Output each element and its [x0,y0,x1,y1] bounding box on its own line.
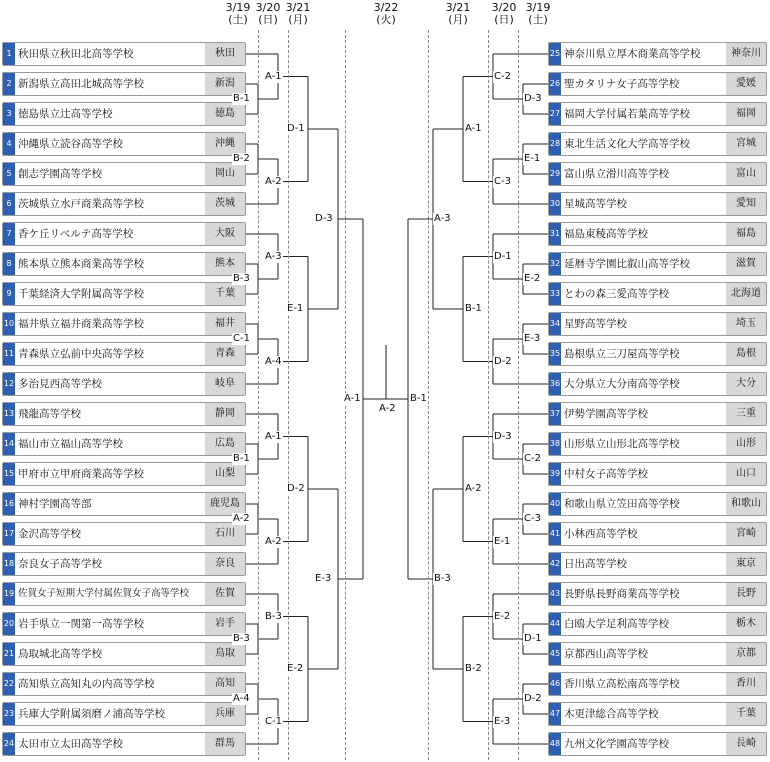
match-label: D-3 [524,93,542,104]
seed-number: 41 [549,523,561,545]
seed-number: 21 [3,643,15,665]
match-label: D-3 [315,213,333,224]
school-name: 熊本県立熊本商業高等学校 [18,258,144,270]
school-name: 徳島県立辻高等学校 [18,108,113,120]
seed-number: 13 [3,403,15,425]
seed-number: 29 [549,163,561,185]
match-label: A-1 [465,123,482,134]
prefecture: 群馬 [205,733,245,755]
seed-number: 40 [549,493,561,515]
seed-number: 15 [3,463,15,485]
team-entry [548,282,767,306]
match-label: D-3 [494,430,512,442]
team-entry [2,672,246,696]
team-entry [2,342,246,366]
school-name: 佐賀女子短期大学付属佐賀女子高等学校 [18,588,190,599]
seed-number: 8 [3,253,15,275]
school-name: 木更津総合高等学校 [564,708,659,720]
team-entry [548,462,767,486]
date-separator [488,30,489,760]
prefecture: 兵庫 [205,703,245,725]
prefecture: 埼玉 [726,313,766,335]
header-date: 3/21 [445,1,471,14]
school-name: 星城高等学校 [564,198,627,210]
seed-number: 24 [3,733,15,755]
team-entry [2,312,246,336]
prefecture: 石川 [205,523,245,545]
match-label: A-2 [379,403,396,414]
school-name: 沖縄県立読谷高等学校 [18,138,123,150]
prefecture: 山口 [726,463,766,485]
seed-number: 27 [549,103,561,125]
prefecture: 山梨 [205,463,245,485]
prefecture: 北海道 [726,283,766,305]
seed-number: 33 [549,283,561,305]
school-name: 甲府市立甲府商業高等学校 [18,468,144,480]
team-entry [548,162,767,186]
match-label: D-2 [494,355,512,367]
match-label: C-3 [494,175,511,187]
prefecture: 徳島 [205,103,245,125]
seed-number: 36 [549,373,561,395]
prefecture: 愛媛 [726,73,766,95]
match-label: E-2 [524,273,541,284]
match-label: E-2 [287,663,304,674]
prefecture: 富山 [726,163,766,185]
match-label: A-3 [265,250,282,262]
date-separator [518,30,519,760]
match-label: C-2 [494,70,511,82]
school-name: 聖カタリナ女子高等学校 [564,78,680,90]
match-label: E-3 [524,333,541,344]
prefecture: 沖縄 [205,133,245,155]
team-entry [2,372,246,396]
header-day: (月) [288,13,308,26]
team-entry [2,132,246,156]
match-label: A-2 [265,175,282,187]
school-name: 神奈川県立厚木商業高等学校 [564,48,701,60]
match-label: D-2 [287,483,305,494]
school-name: 大分県立大分南高等学校 [564,378,680,390]
school-name: 奈良女子高等学校 [18,558,102,570]
seed-number: 7 [3,223,15,245]
prefecture: 香川 [726,673,766,695]
match-label: A-2 [265,535,282,547]
team-entry [2,732,246,756]
school-name: 和歌山県立笠田高等学校 [564,498,680,510]
team-entry [2,462,246,486]
header-day: (日) [258,13,278,26]
match-label: E-1 [494,535,511,547]
prefecture: 鹿児島 [205,493,245,515]
team-entry [2,72,246,96]
match-label: A-1 [265,430,282,442]
team-entry [2,582,246,606]
header-day: (土) [228,13,248,26]
match-label: B-1 [233,93,250,104]
prefecture: 宮城 [726,133,766,155]
team-entry [548,372,767,396]
prefecture: 千葉 [205,283,245,305]
team-entry [548,402,767,426]
seed-number: 34 [549,313,561,335]
team-entry [548,432,767,456]
seed-number: 43 [549,583,561,605]
prefecture: 奈良 [205,553,245,575]
match-label: C-2 [524,453,541,464]
school-name: 茨城県立水戸商業高等学校 [18,198,144,210]
school-name: 九州文化学園高等学校 [564,738,669,750]
school-name: 岩手県立一関第一高等学校 [18,618,144,630]
team-entry [548,42,767,66]
prefecture: 福岡 [726,103,766,125]
prefecture: 熊本 [205,253,245,275]
seed-number: 32 [549,253,561,275]
team-entry [548,252,767,276]
date-header [518,2,558,26]
match-label: A-4 [233,693,250,704]
seed-number: 44 [549,613,561,635]
school-name: とわの森三愛高等学校 [564,288,669,300]
school-name: 長野県長野商業高等学校 [564,588,680,600]
prefecture: 秋田 [205,43,245,65]
school-name: 福山市立福山高等学校 [18,438,123,450]
prefecture: 京都 [726,643,766,665]
match-label: B-3 [434,573,451,584]
team-entry [2,222,246,246]
seed-number: 48 [549,733,561,755]
team-entry [548,702,767,726]
match-label: E-1 [287,303,304,314]
seed-number: 16 [3,493,15,515]
school-name: 福岡大学付属若葉高等学校 [564,108,690,120]
school-name: 伊勢学園高等学校 [564,408,648,420]
match-label: B-2 [465,663,482,674]
match-label: C-3 [524,513,541,524]
school-name: 星野高等学校 [564,318,627,330]
school-name: 兵庫大学附属須磨ノ浦高等学校 [18,708,165,720]
header-date: 3/22 [373,1,399,14]
team-entry [2,192,246,216]
team-entry [2,282,246,306]
match-label: D-1 [494,250,512,262]
team-entry [2,702,246,726]
seed-number: 35 [549,343,561,365]
prefecture: 長崎 [726,733,766,755]
team-entry [548,72,767,96]
seed-number: 28 [549,133,561,155]
prefecture: 福島 [726,223,766,245]
seed-number: 37 [549,403,561,425]
seed-number: 45 [549,643,561,665]
team-entry [2,492,246,516]
prefecture: 岡山 [205,163,245,185]
date-header-final [366,2,406,26]
school-name: 青森県立弘前中央高等学校 [18,348,144,360]
prefecture: 滋賀 [726,253,766,275]
prefecture: 岐阜 [205,373,245,395]
prefecture: 三重 [726,403,766,425]
school-name: 中村女子高等学校 [564,468,648,480]
seed-number: 42 [549,553,561,575]
seed-number: 2 [3,73,15,95]
school-name: 日出高等学校 [564,558,627,570]
header-date: 3/19 [525,1,551,14]
team-entry [548,102,767,126]
prefecture: 島根 [726,343,766,365]
prefecture: 大阪 [205,223,245,245]
match-label: C-1 [233,333,250,344]
team-entry [548,552,767,576]
seed-number: 4 [3,133,15,155]
seed-number: 31 [549,223,561,245]
prefecture: 広島 [205,433,245,455]
team-entry [2,612,246,636]
team-entry [2,102,246,126]
school-name: 創志学園高等学校 [18,168,102,180]
header-date: 3/20 [491,1,517,14]
seed-number: 19 [3,583,15,605]
match-label: A-1 [344,393,361,404]
match-label: E-3 [315,573,332,584]
prefecture: 宮崎 [726,523,766,545]
team-entry [548,222,767,246]
match-label: B-3 [265,610,282,622]
team-entry [548,582,767,606]
team-entry [548,732,767,756]
team-entry [548,312,767,336]
school-name: 小林西高等学校 [564,528,638,540]
match-label: D-1 [524,633,542,644]
school-name: 飛龍高等学校 [18,408,81,420]
seed-number: 25 [549,43,561,65]
match-label: A-2 [233,513,250,524]
match-label: A-2 [465,483,482,494]
seed-number: 17 [3,523,15,545]
prefecture: 静岡 [205,403,245,425]
school-name: 多治見西高等学校 [18,378,102,390]
team-entry [2,552,246,576]
seed-number: 46 [549,673,561,695]
match-label: A-1 [265,70,282,82]
match-label: A-4 [265,355,282,367]
date-header [278,2,318,26]
seed-number: 3 [3,103,15,125]
team-entry [2,522,246,546]
date-separator [288,30,289,760]
school-name: 秋田県立秋田北高等学校 [18,48,134,60]
school-name: 福井県立福井商業高等学校 [18,318,144,330]
match-label: E-3 [494,715,511,727]
prefecture: 岩手 [205,613,245,635]
team-entry [548,192,767,216]
school-name: 東北生活文化大学高等学校 [564,138,690,150]
school-name: 高知県立高知丸の内高等学校 [18,678,155,690]
match-label: C-1 [265,715,282,727]
team-entry [2,42,246,66]
seed-number: 12 [3,373,15,395]
prefecture: 栃木 [726,613,766,635]
prefecture: 山形 [726,433,766,455]
seed-number: 23 [3,703,15,725]
school-name: 延暦寺学園比叡山高等学校 [564,258,690,270]
seed-number: 30 [549,193,561,215]
prefecture: 青森 [205,343,245,365]
header-day: (月) [448,13,468,26]
school-name: 香川県立高松南高等学校 [564,678,680,690]
seed-number: 22 [3,673,15,695]
seed-number: 10 [3,313,15,335]
match-label: E-1 [524,153,541,164]
seed-number: 20 [3,613,15,635]
seed-number: 39 [549,463,561,485]
team-entry [548,672,767,696]
team-entry [2,162,246,186]
seed-number: 18 [3,553,15,575]
prefecture: 千葉 [726,703,766,725]
team-entry [2,432,246,456]
header-date: 3/21 [285,1,311,14]
header-date: 3/20 [255,1,281,14]
school-name: 太田市立太田高等学校 [18,738,123,750]
team-entry [548,642,767,666]
school-name: 山形県立山形北高等学校 [564,438,680,450]
team-entry [548,132,767,156]
team-entry [548,612,767,636]
school-name: 富山県立滑川高等学校 [564,168,669,180]
seed-number: 14 [3,433,15,455]
prefecture: 神奈川 [726,43,766,65]
school-name: 新潟県立高田北城高等学校 [18,78,144,90]
prefecture: 和歌山 [726,493,766,515]
header-date: 3/19 [225,1,251,14]
match-label: B-1 [465,303,482,314]
match-label: D-2 [524,693,542,704]
match-label: B-3 [233,633,250,644]
team-entry [548,492,767,516]
school-name: 神村学園高等部 [18,498,92,510]
header-day: (土) [528,13,548,26]
school-name: 京都西山高等学校 [564,648,648,660]
seed-number: 38 [549,433,561,455]
prefecture: 大分 [726,373,766,395]
prefecture: 新潟 [205,73,245,95]
seed-number: 6 [3,193,15,215]
header-day: (火) [376,13,396,26]
seed-number: 9 [3,283,15,305]
prefecture: 長野 [726,583,766,605]
school-name: 島根県立三刀屋高等学校 [564,348,680,360]
match-label: E-2 [494,610,511,622]
prefecture: 茨城 [205,193,245,215]
team-entry [548,522,767,546]
prefecture: 福井 [205,313,245,335]
school-name: 白鴎大学足利高等学校 [564,618,669,630]
team-entry [2,642,246,666]
school-name: 香ケ丘リベルテ高等学校 [18,228,134,240]
school-name: 福島東稜高等学校 [564,228,648,240]
prefecture: 愛知 [726,193,766,215]
prefecture: 佐賀 [205,583,245,605]
match-label: B-1 [410,393,427,404]
prefecture: 高知 [205,673,245,695]
date-header [438,2,478,26]
seed-number: 47 [549,703,561,725]
prefecture: 鳥取 [205,643,245,665]
match-label: D-1 [287,123,305,134]
prefecture: 東京 [726,553,766,575]
seed-number: 5 [3,163,15,185]
match-label: B-1 [233,453,250,464]
team-entry [548,342,767,366]
school-name: 千葉経済大学附属高等学校 [18,288,144,300]
match-label: A-3 [434,213,451,224]
seed-number: 11 [3,343,15,365]
school-name: 鳥取城北高等学校 [18,648,102,660]
team-entry [2,252,246,276]
match-label: B-3 [233,273,250,284]
team-entry [2,402,246,426]
date-separator [428,30,429,760]
match-label: B-2 [233,153,250,164]
seed-number: 1 [3,43,15,65]
school-name: 金沢高等学校 [18,528,81,540]
seed-number: 26 [549,73,561,95]
header-day: (日) [494,13,514,26]
date-separator [258,30,259,760]
